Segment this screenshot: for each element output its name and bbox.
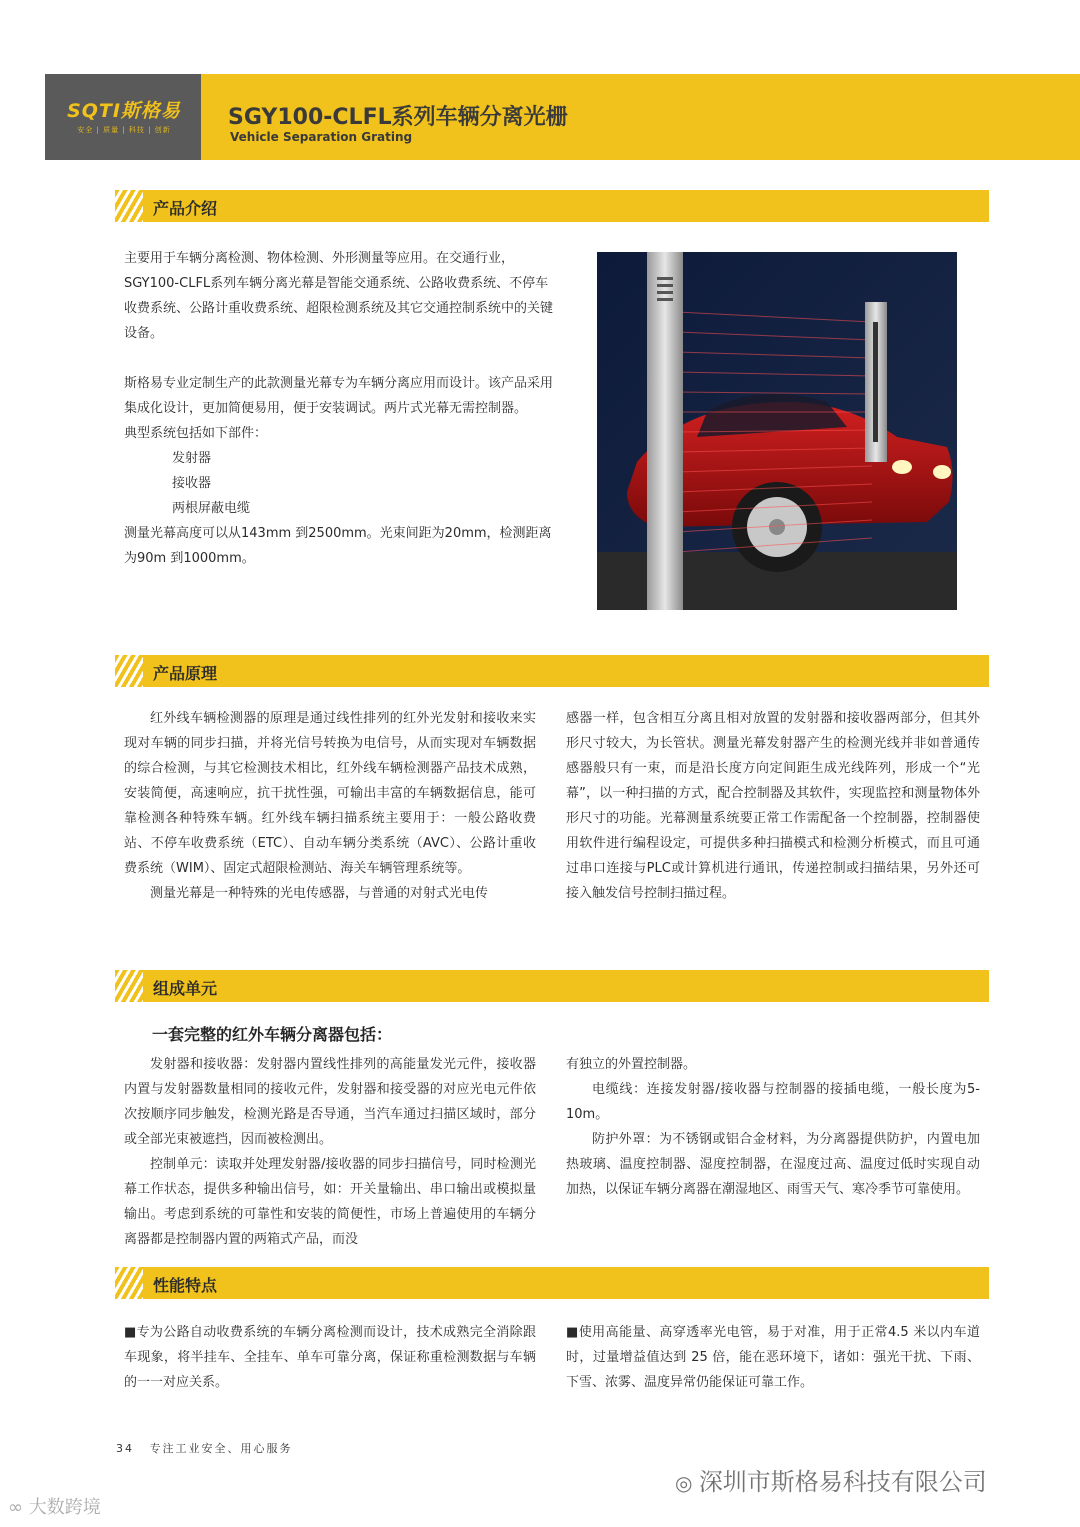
intro-text xyxy=(124,246,554,571)
wechat-icon: ◎ xyxy=(675,1471,699,1495)
section-bar-components xyxy=(115,970,989,1002)
components-housing: 防护外罩：为不锈钢或铝合金材料，为分离器提供防护，内置电加热玻璃、温度控制器、湿度控制器，在湿度过高、温度过低时实现自动加热，以保证车辆分离器在潮湿地区、雨雪天气、寒冷季节可靠使用。 xyxy=(566,1132,980,1197)
section-heading-intro: 产品介绍 xyxy=(153,199,218,218)
stripe-decoration xyxy=(115,1267,143,1299)
components-right-column xyxy=(566,1052,980,1202)
page-title: SGY100-CLFL系列车辆分离光栅 xyxy=(228,105,568,130)
features-left-column xyxy=(124,1320,536,1395)
company-watermark xyxy=(675,1462,987,1497)
stripe-decoration xyxy=(115,190,143,222)
section-bar-principle xyxy=(115,655,989,687)
components-subheading: 一套完整的红外车辆分离器包括： xyxy=(152,1025,393,1044)
page-number: 34 xyxy=(116,1442,134,1455)
feature-item: ■使用高能量、高穿透率光电管，易于对准，用于正常4.5 米以内车道时，过量增益值达到 25 倍，能在恶环境下，诸如：强光干扰、下雨、下雪、浓雾、温度异常仍能保证可靠工作。 xyxy=(566,1325,980,1390)
watermark-icon: ∞ xyxy=(8,1497,29,1518)
intro-paragraph-1: 主要用于车辆分离检测、物体检测、外形测量等应用。在交通行业，SGY100-CLFL系列车辆分离光幕是智能交通系统、公路收费系统、不停车收费系统、公路计重收费系统、超限检测系统及其它交通控制系统中的关键设备。 xyxy=(124,251,554,341)
section-bar-features xyxy=(115,1267,989,1299)
company-name: 深圳市斯格易科技有限公司 xyxy=(698,1468,987,1496)
intro-paragraph-3: 典型系统包括如下部件： xyxy=(124,426,268,441)
section-heading-features: 性能特点 xyxy=(153,1276,218,1295)
stripe-decoration xyxy=(115,655,143,687)
components-left-column xyxy=(124,1052,536,1252)
stripe-decoration xyxy=(115,970,143,1002)
watermark-text: 大数跨境 xyxy=(28,1497,101,1518)
light-curtain-car-image xyxy=(597,252,957,610)
page-footer xyxy=(116,1440,293,1456)
components-control-unit: 控制单元：读取并处理发射器/接收器的同步扫描信号，同时检测光幕工作状态，提供多种输出信号，如：开关量输出、串口输出或模拟量输出。考虑到系统的可靠性和安装的简便性，市场上普遍使用的车辆分离器都是控制器内置的两箱式产品，而没 xyxy=(124,1157,536,1247)
brand-tagline: 安全 | 质量 | 科技 | 创新 xyxy=(77,126,171,134)
features-right-column xyxy=(566,1320,980,1395)
section-heading-components: 组成单元 xyxy=(153,979,218,998)
principle-left-paragraph-1: 红外线车辆检测器的原理是通过线性排列的红外光发射和接收来实现对车辆的同步扫描，并将光信号转换为电信号，从而实现对车辆数据的综合检测，与其它检测技术相比，红外线车辆检测器产品技术成熟，安装简便，高速响应，抗干扰性强，可输出丰富的车辆数据信息，能可靠检测各种特殊车辆。红外线车辆扫描系统主要用于：一般公路收费站、不停车收费系统（ETC）、自动车辆分类系统（AVC）、公路计重收费系统（WIM）、固定式超限检测站、海关车辆管理系统等。 xyxy=(124,711,536,876)
page-subtitle: Vehicle Separation Grating xyxy=(230,130,413,144)
components-emitter-receiver: 发射器和接收器：发射器内置线性排列的高能量发光元件，接收器内置与发射器数量相同的接收元件，发射器和接受器的对应光电元件依次按顺序同步触发，检测光路是否导通，当汽车通过扫描区域时，部分或全部光束被遮挡，因而被检测出。 xyxy=(124,1057,536,1147)
source-watermark xyxy=(8,1493,101,1519)
feature-item: ■专为公路自动收费系统的车辆分离检测而设计，技术成熟完全消除跟车现象，将半挂车、全挂车、单车可靠分离，保证称重检测数据与车辆的一一对应关系。 xyxy=(124,1325,536,1390)
principle-right-column xyxy=(566,706,980,906)
part-item: 发射器 xyxy=(172,451,212,466)
intro-paragraph-4: 测量光幕高度可以从143mm 到2500mm。光束间距为20mm，检测距离为90m 到1000mm。 xyxy=(124,526,552,566)
components-cable: 电缆线：连接发射器/接收器与控制器的接插电缆，一般长度为5-10m。 xyxy=(566,1082,980,1122)
principle-right-paragraph-1: 感器一样，包含相互分离且相对放置的发射器和接收器两部分，但其外形尺寸较大，为长管状。测量光幕发射器产生的检测光线并非如普通传感器般只有一束，而是沿长度方向定间距生成光线阵列，形成一个“光幕”，以一种扫描的方式，配合控制器及其软件，实现监控和测量物体外形尺寸的功能。光幕测量系统要正常工作需配备一个控制器，控制器使用软件进行编程设定，可提供多种扫描模式和检测分析模式，而且可通过串口连接与PLC或计算机进行通讯，传递控制或扫描结果，另外还可接入触发信号控制扫描过程。 xyxy=(566,711,980,901)
components-continued: 有独立的外置控制器。 xyxy=(566,1057,697,1072)
product-photo xyxy=(597,252,957,610)
principle-left-paragraph-2: 测量光幕是一种特殊的光电传感器，与普通的对射式光电传 xyxy=(150,886,489,901)
part-item: 两根屏蔽电缆 xyxy=(172,501,251,516)
brand-logo: SQTI斯格易 xyxy=(67,100,181,122)
principle-left-column xyxy=(124,706,536,906)
footer-slogan: 专注工业安全、用心服务 xyxy=(149,1442,293,1455)
section-heading-principle: 产品原理 xyxy=(153,664,218,683)
section-bar-intro xyxy=(115,190,989,222)
intro-paragraph-2: 斯格易专业定制生产的此款测量光幕专为车辆分离应用而设计。该产品采用集成化设计，更加简便易用，便于安装调试。两片式光幕无需控制器。 xyxy=(124,376,554,416)
part-item: 接收器 xyxy=(172,476,212,491)
